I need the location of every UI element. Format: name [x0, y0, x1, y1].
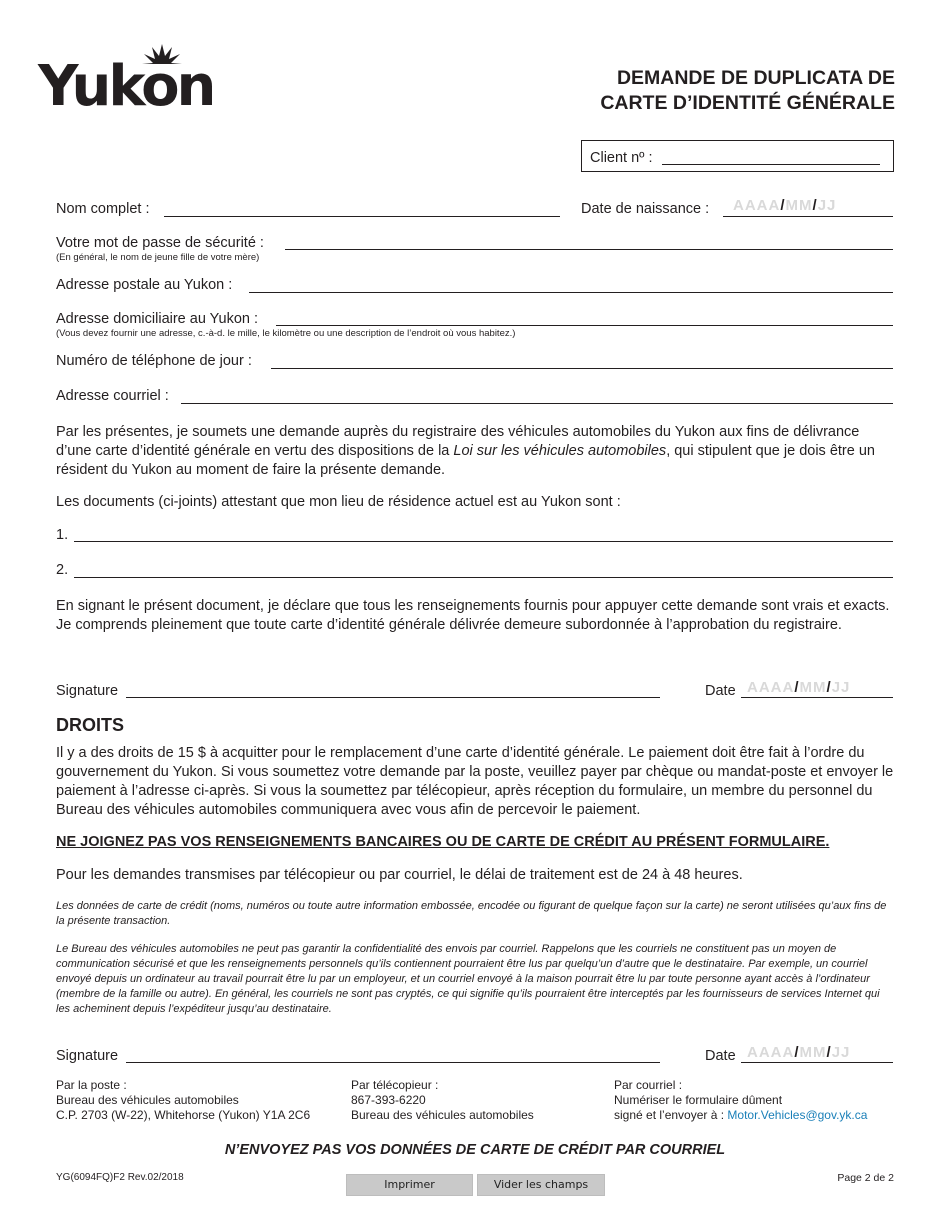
contact-by-fax: [351, 1078, 601, 1123]
birth-date-placeholder: AAAA/MM/JJ: [733, 197, 837, 214]
client-number-box: [581, 140, 894, 172]
signature-1-date-input[interactable]: [741, 697, 893, 698]
email-input[interactable]: [181, 403, 893, 404]
signature-2-date-placeholder: AAAA/MM/JJ: [747, 1044, 851, 1061]
documents-intro: Les documents (ci-joints) attestant que mon lieu de résidence actuel est au Yukon sont :: [56, 494, 621, 510]
clear-fields-button[interactable]: Vider les champs: [477, 1174, 605, 1196]
signature-2-label: Signature: [56, 1048, 119, 1064]
fees-paragraph: Il y a des droits de 15 $ à acquitter pour le remplacement d’une carte d’identité générale. Le paiement doit être fait à l’ordre du gouvernement du Yukon. Si vous soumettez votre demande par la poste, veuillez payer par chèque ou mandat-poste et envoyer le paiement à l’adresse ci-après. Si vous la soumettez par télécopieur, après réception du formulaire, un membre du personnel du Bureau des véhicules automobiles communiquera avec vous afin de percevoir le paiement.: [56, 745, 894, 818]
fax-title: Par télécopieur :: [351, 1078, 439, 1092]
mail-title: Par la poste :: [56, 1078, 127, 1092]
banking-warning: NE JOIGNEZ PAS VOS RENSEIGNEMENTS BANCAIRES OU DE CARTE DE CRÉDIT AU PRÉSENT FORMULAIRE.: [56, 834, 830, 850]
page-number: Page 2 de 2: [837, 1172, 894, 1184]
email-title: Par courriel :: [614, 1078, 683, 1092]
logo-wordmark: Yukon: [38, 54, 214, 119]
birth-date-input[interactable]: [723, 216, 893, 217]
postal-address-input[interactable]: [249, 292, 893, 293]
attestation-paragraph: En signant le présent document, je déclare que tous les renseignements fournis pour appuyer cette demande sont vrais et exacts. Je comprends pleinement que toute carte d’identité générale délivrée demeure subordonnée à l’approbation du registraire.: [56, 598, 890, 633]
fax-number: 867-393-6220: [351, 1093, 426, 1107]
birth-date-label: Date de naissance :: [581, 201, 710, 217]
document-item-1-label: 1.: [56, 527, 69, 543]
form-code: YG(6094FQ)F2 Rev.02/2018: [56, 1172, 184, 1183]
form-title: [475, 66, 895, 116]
email-confidentiality-note: Le Bureau des véhicules automobiles ne peut pas garantir la confidentialité des envois par courriel. Rappelons que les courriels ne constituent pas un moyen de communication sécurisé et que les renseignements personnels qu’ils contiennent pourraient être lus par quelqu’un d’autre que le destinataire. Par exemple, un courriel envoyé depuis un ordinateur au travail pourrait être lu par un employeur, et un courriel envoyé à la maison pourrait être lu par toute personne ayant accès à l’ordinateur (membre de la famille ou autre). En général, les courriels ne sont pas cryptés, ce qui signifie qu’ils pourraient être interceptés par les fournisseurs de services Internet qui les acheminent depuis l’expéditeur jusqu’au destinataire.: [56, 943, 880, 1015]
home-address-note: (Vous devez fournir une adresse, c.-à-d. le mille, le kilomètre ou une description de l’endroit où vous habitez.): [56, 328, 516, 339]
signature-1-date-placeholder: AAAA/MM/JJ: [747, 679, 851, 696]
title-line-1: DEMANDE DE DUPLICATA DE: [616, 67, 895, 89]
email-line-1: Numériser le formulaire dûment: [614, 1093, 783, 1107]
document-item-2-label: 2.: [56, 562, 69, 578]
email-address-link[interactable]: Motor.Vehicles@gov.yk.ca: [727, 1108, 868, 1122]
print-button[interactable]: Imprimer: [346, 1174, 473, 1196]
declaration-paragraph: Par les présentes, je soumets une demande auprès du registraire des véhicules automobiles du Yukon aux fins de délivrance d’une carte d’identité générale en vertu des dispositions de la Loi sur les véhicules automobiles, qui stipulent que je dois être un résident du Yukon au moment de faire la présente demande.: [56, 424, 875, 478]
processing-time: Pour les demandes transmises par télécopieur ou par courriel, le délai de traitement est de 24 à 48 heures.: [56, 867, 743, 883]
yukon-logo: [38, 44, 214, 119]
mail-line-1: Bureau des véhicules automobiles: [56, 1093, 239, 1107]
password-input[interactable]: [285, 249, 893, 250]
signature-2-date-label: Date: [705, 1048, 736, 1064]
fax-line-2: Bureau des véhicules automobiles: [351, 1108, 534, 1122]
password-note: (En général, le nom de jeune fille de votre mère): [56, 252, 260, 263]
signature-2-date-input[interactable]: [741, 1062, 893, 1063]
contact-by-email: [614, 1078, 904, 1123]
contact-by-mail: [56, 1078, 346, 1123]
credit-card-note: Les données de carte de crédit (noms, numéros ou toute autre information embossée, encodée ou figurant de quelque façon sur la carte) ne seront utilisées qu’aux fins de la présente transaction.: [56, 900, 887, 927]
signature-1-input[interactable]: [126, 697, 660, 698]
postal-address-label: Adresse postale au Yukon :: [56, 277, 233, 293]
signature-2-input[interactable]: [126, 1062, 660, 1063]
full-name-label: Nom complet :: [56, 201, 150, 217]
law-title: Loi sur les véhicules automobiles: [453, 443, 667, 459]
day-phone-input[interactable]: [271, 368, 893, 369]
document-item-2-input[interactable]: [74, 577, 893, 578]
home-address-input[interactable]: [276, 325, 893, 326]
day-phone-label: Numéro de téléphone de jour :: [56, 353, 252, 369]
signature-1-date-label: Date: [705, 683, 736, 699]
fees-heading: DROITS: [56, 715, 125, 735]
full-name-input[interactable]: [164, 216, 560, 217]
document-item-1-input[interactable]: [74, 541, 893, 542]
title-line-2: CARTE D’IDENTITÉ GÉNÉRALE: [600, 92, 895, 114]
email-line-2: signé et l’envoyer à : Motor.Vehicles@gov.yk.ca: [614, 1108, 868, 1122]
email-card-warning: N’ENVOYEZ PAS VOS DONNÉES DE CARTE DE CRÉDIT PAR COURRIEL: [224, 1142, 726, 1158]
password-label: Votre mot de passe de sécurité :: [56, 235, 264, 251]
email-label: Adresse courriel :: [56, 388, 169, 404]
home-address-label: Adresse domiciliaire au Yukon :: [56, 311, 259, 327]
client-number-label: Client nº :: [590, 150, 653, 166]
mail-line-2: C.P. 2703 (W-22), Whitehorse (Yukon) Y1A 2C6: [56, 1108, 311, 1122]
client-number-input[interactable]: [662, 164, 880, 165]
signature-1-label: Signature: [56, 683, 119, 699]
